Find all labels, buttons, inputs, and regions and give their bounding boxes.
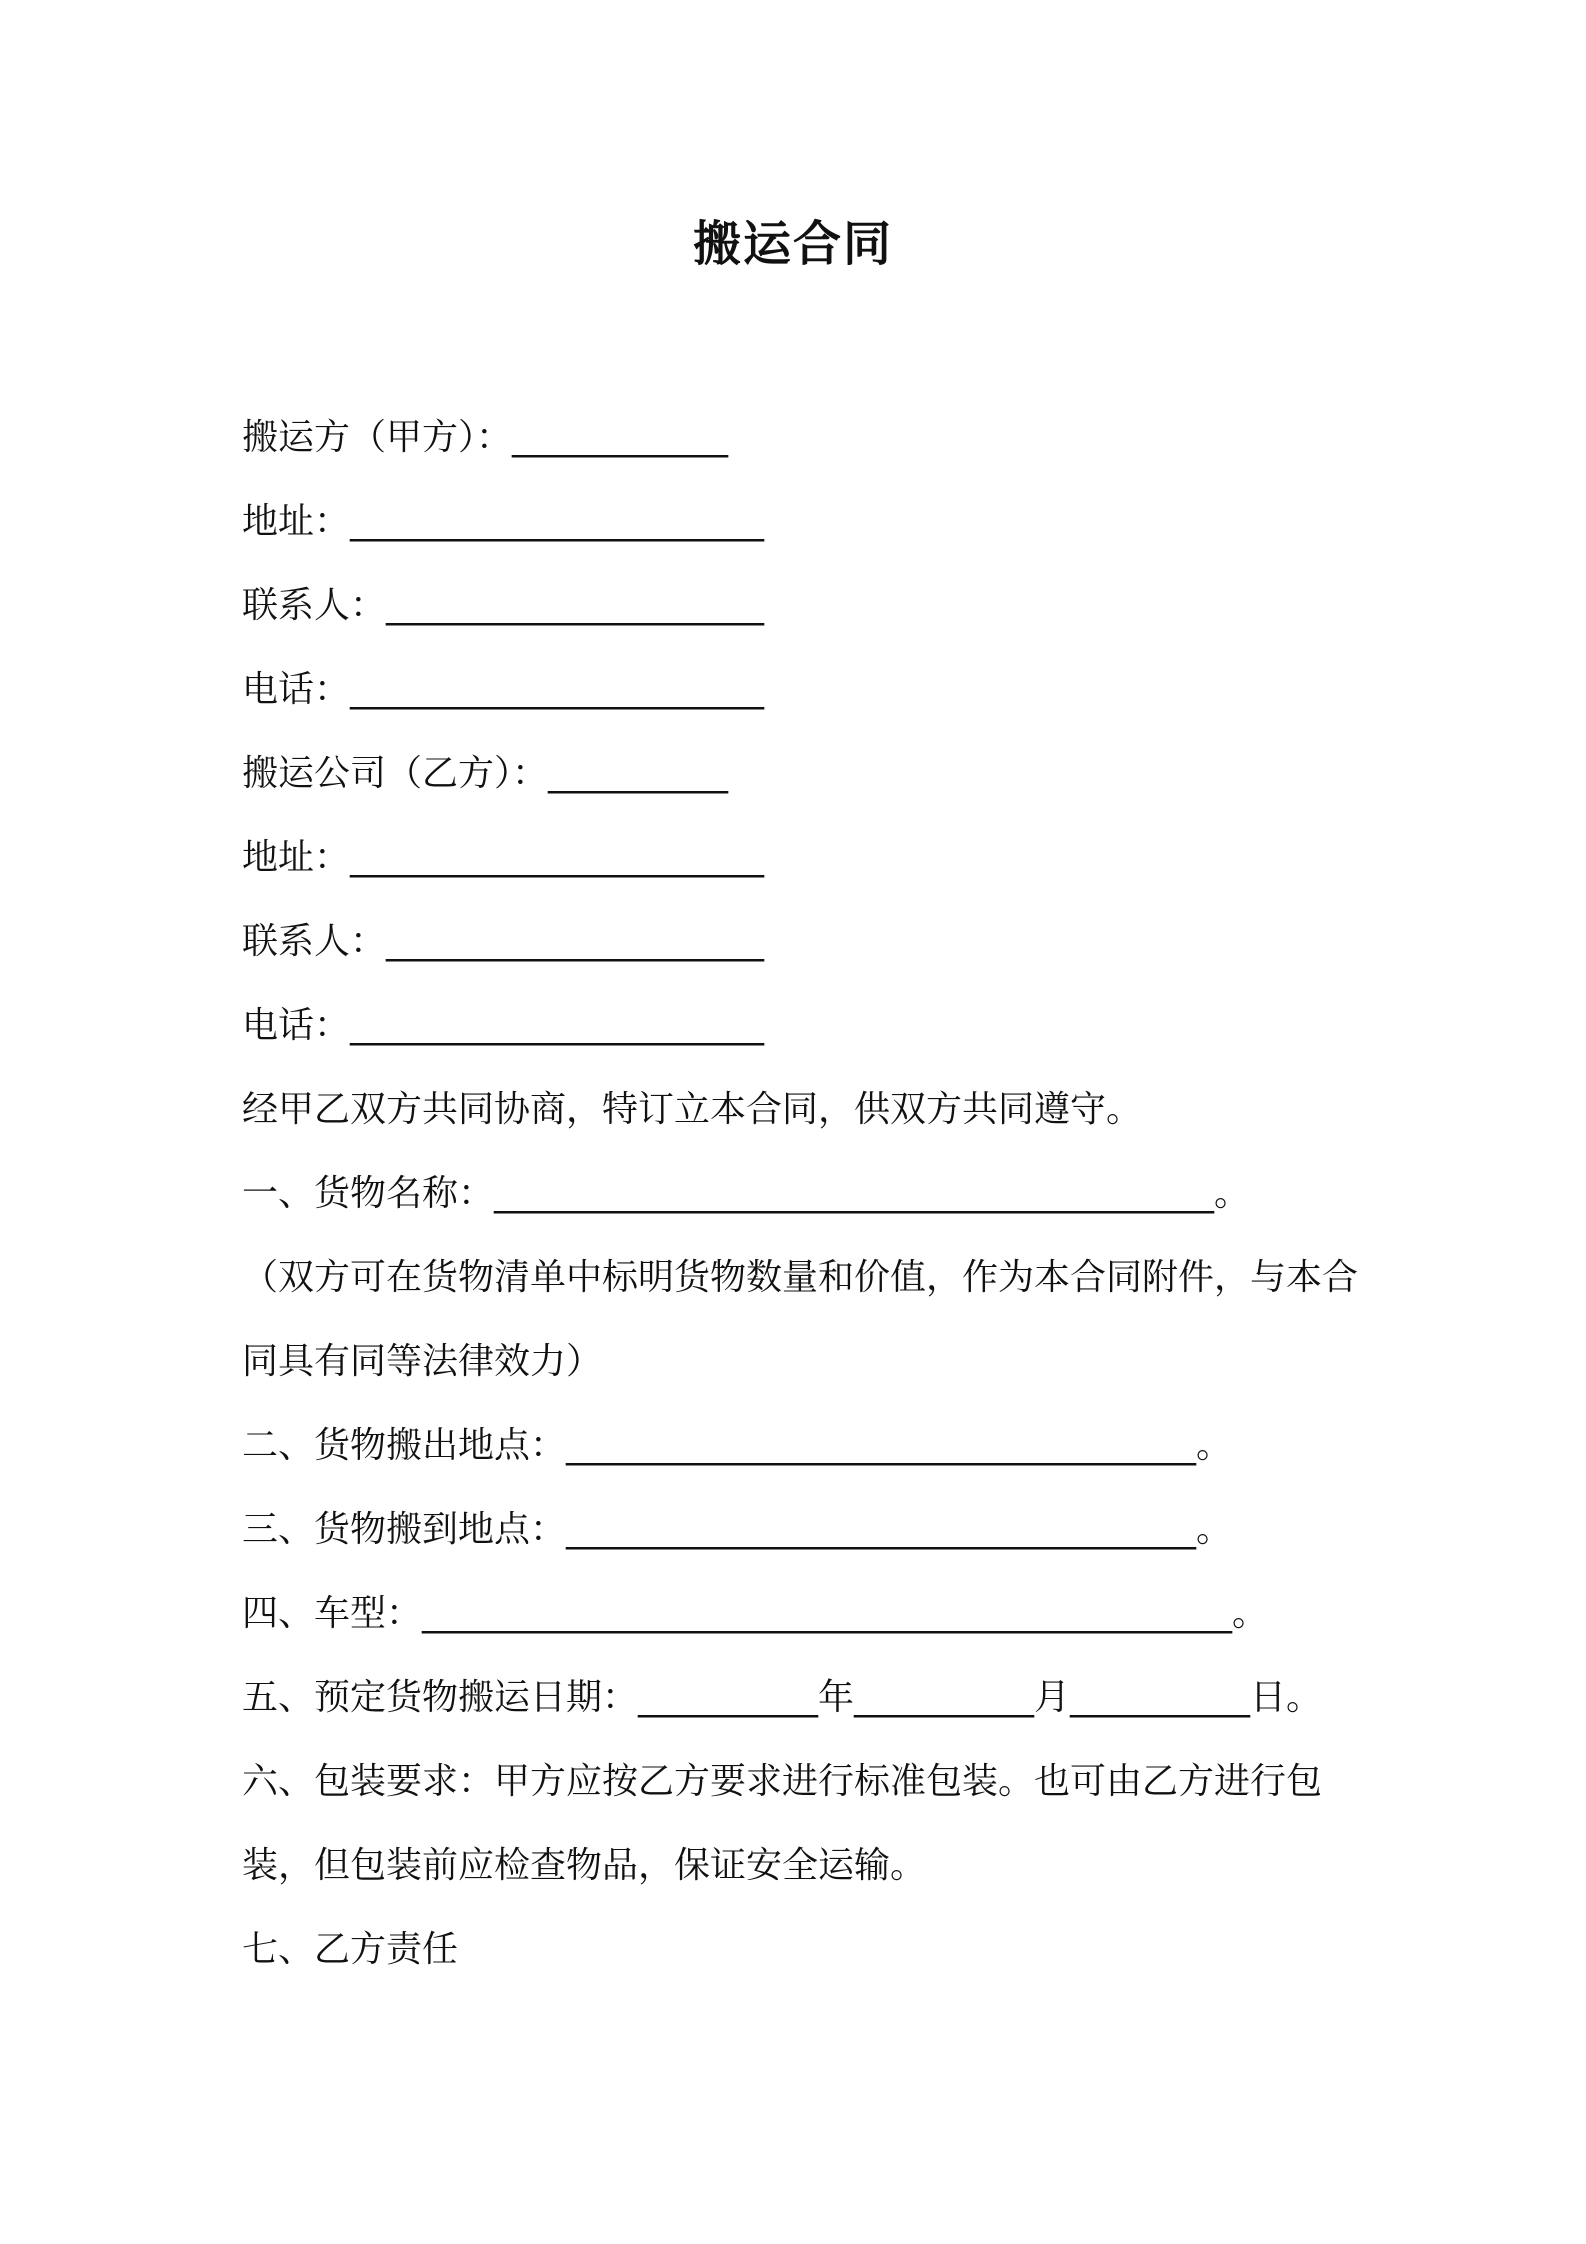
party-b-address-line: 地址：_______________________ [242, 837, 765, 878]
party-a-address-line: 地址：_______________________ [242, 501, 765, 542]
party-b-phone-line: 电话：_______________________ [242, 1005, 765, 1046]
clause-6-packaging: 六、包装要求：甲方应按乙方要求进行标准包装。也可由乙方进行包装，但包装前应检查物品，保证安全运输。 [242, 1761, 1323, 1886]
party-a-phone-line: 电话：_______________________ [242, 669, 765, 710]
clause-4-vehicle-type: 四、车型：_____________________________________________。 [242, 1593, 1269, 1634]
party-b-name-line: 搬运公司（乙方）：__________ [242, 753, 729, 794]
clause-3-delivery-location: 三、货物搬到地点：___________________________________。 [242, 1509, 1233, 1550]
clause-7-party-b-duties: 七、乙方责任 [242, 1929, 459, 1970]
party-b-contact-line: 联系人：_____________________ [242, 921, 765, 962]
page-title: 搬运合同 [692, 216, 893, 272]
clause-2-pickup-location: 二、货物搬出地点：___________________________________。 [242, 1425, 1233, 1466]
clause-1-goods-name: 一、货物名称：________________________________________。 [242, 1173, 1251, 1214]
intro-paragraph: 经甲乙双方共同协商，特订立本合同，供双方共同遵守。 [242, 1089, 1143, 1130]
party-a-contact-line: 联系人：_____________________ [242, 585, 765, 626]
party-a-name-line: 搬运方（甲方）：____________ [242, 417, 729, 458]
clause-1-note: （双方可在货物清单中标明货物数量和价值，作为本合同附件，与本合同具有同等法律效力） [242, 1257, 1359, 1382]
clause-5-moving-date: 五、预定货物搬运日期：__________年__________月__________日。 [242, 1677, 1323, 1718]
